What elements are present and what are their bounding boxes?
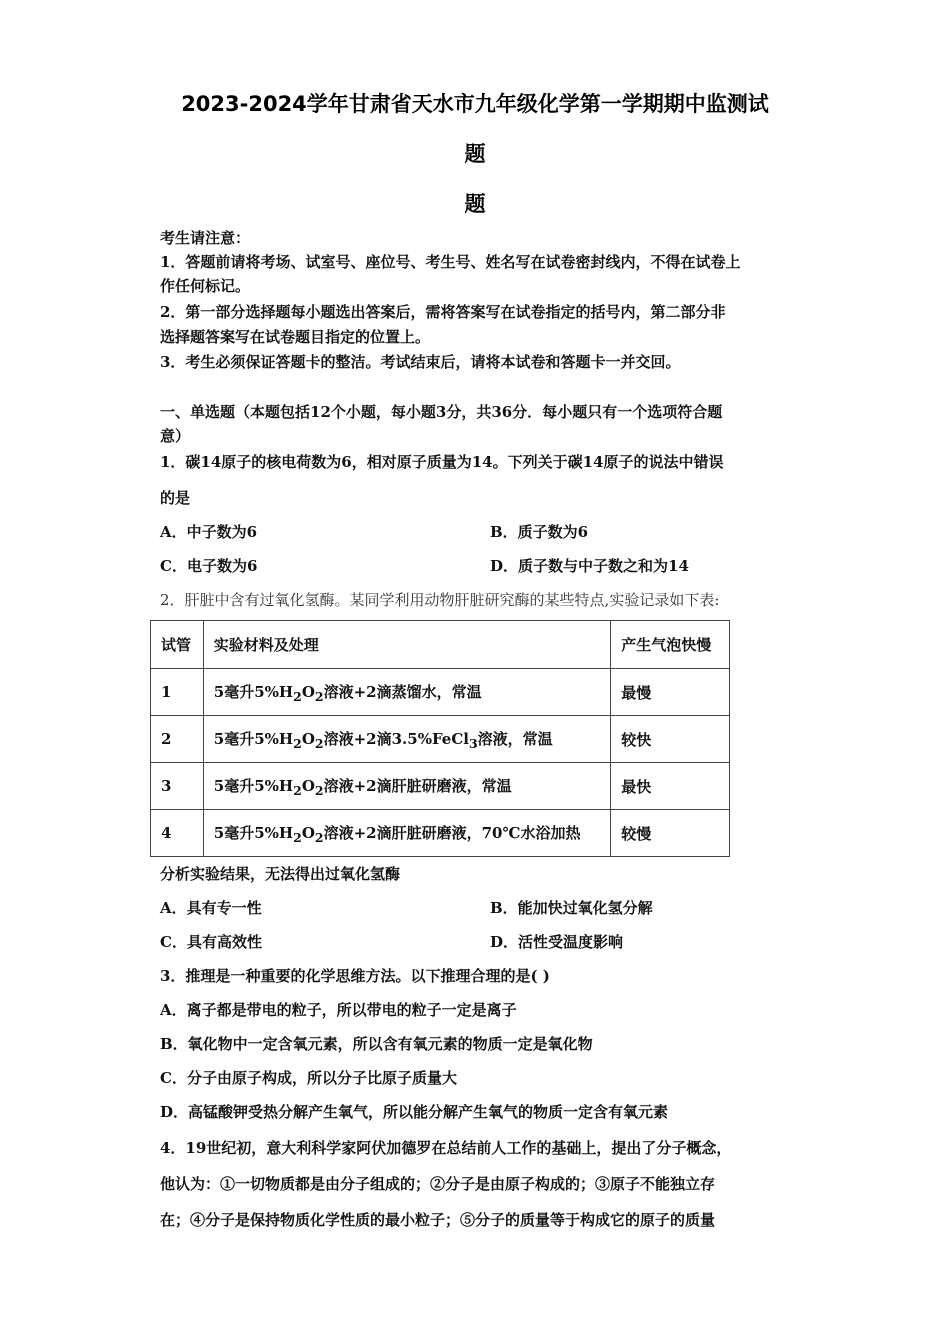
bubble-speed: 较快 <box>611 716 730 763</box>
material-text: O <box>301 823 315 842</box>
subscript: 2 <box>293 735 302 751</box>
question-2-option-c: C．具有高效性 <box>160 933 262 951</box>
question-1-option-a: A．中子数为6 <box>160 523 258 541</box>
question-3-option-a: A．离子都是带电的粒子，所以带电的粒子一定是离子 <box>160 1001 517 1019</box>
question-3-option-b: B．氧化物中一定含氧元素，所以含有氧元素的物质一定是氧化物 <box>160 1035 593 1053</box>
subscript: 2 <box>314 829 324 845</box>
question-1-stem-cont: 的是 <box>160 489 191 507</box>
notice-item-3: 3．考生必须保证答题卡的整洁。考试结束后，请将本试卷和答题卡一并交回。 <box>160 353 681 371</box>
material-cell <box>203 763 610 810</box>
table-row <box>151 810 730 857</box>
bubble-speed: 最慢 <box>611 669 730 716</box>
experiment-table <box>150 620 730 857</box>
header-bubble-speed: 产生气泡快慢 <box>611 621 730 669</box>
header-material: 实验材料及处理 <box>203 621 610 669</box>
section-heading: 一、单选题（本题包括12个小题，每小题3分，共36分．每小题只有一个选项符合题 <box>160 403 723 421</box>
question-3-option-c: C．分子由原子构成，所以分子比原子质量大 <box>160 1069 457 1087</box>
tube-number: 2 <box>151 716 204 763</box>
material-text: O <box>301 729 315 748</box>
material-text: 5毫升5%H <box>213 823 294 842</box>
tube-number: 3 <box>151 763 204 810</box>
material-cell <box>203 810 610 857</box>
question-2-option-d: D．活性受温度影响 <box>490 933 624 951</box>
material-text: 溶液+2滴肝脏研磨液，70℃水浴加热 <box>323 823 581 842</box>
subscript: 2 <box>293 688 302 704</box>
material-cell <box>203 669 610 716</box>
header-tube: 试管 <box>151 621 204 669</box>
subscript: 2 <box>293 829 302 845</box>
question-2-option-b: B．能加快过氧化氢分解 <box>490 899 653 917</box>
table-row <box>151 669 730 716</box>
material-cell <box>203 716 610 763</box>
material-text: O <box>301 776 315 795</box>
table-row <box>151 716 730 763</box>
question-4-line-3: 在；④分子是保持物质化学性质的最小粒子；⑤分子的质量等于构成它的原子的质量 <box>160 1211 716 1229</box>
question-3-option-d: D．高锰酸钾受热分解产生氧气，所以能分解产生氧气的物质一定含有氧元素 <box>160 1103 669 1121</box>
question-1-option-c: C．电子数为6 <box>160 557 258 575</box>
question-1-option-d: D．质子数与中子数之和为14 <box>490 557 689 575</box>
exam-title-line-1: 2023-2024学年甘肃省天水市九年级化学第一学期期中监测试 <box>181 92 769 116</box>
exam-title-line-3: 题 <box>464 192 486 216</box>
question-2-after-table: 分析实验结果，无法得出过氧化氢酶 <box>160 865 401 883</box>
question-2-stem: 2．肝脏中含有过氧化氢酶。某同学利用动物肝脏研究酶的某些特点,实验记录如下表: <box>160 591 720 609</box>
question-1-stem: 1．碳14原子的核电荷数为6，相对原子质量为14。下列关于碳14原子的说法中错误 <box>160 453 724 471</box>
table-row <box>151 763 730 810</box>
notice-heading: 考生请注意： <box>160 229 251 247</box>
bubble-speed: 最快 <box>611 763 730 810</box>
material-text: 5毫升5%H <box>213 776 294 795</box>
question-4-line-2: 他认为：①一切物质都是由分子组成的；②分子是由原子构成的；③原子不能独立存 <box>160 1175 716 1193</box>
bubble-speed: 较慢 <box>611 810 730 857</box>
subscript: 2 <box>293 782 302 798</box>
tube-number: 4 <box>151 810 204 857</box>
section-heading-cont: 意） <box>160 427 191 445</box>
question-1-option-b: B．质子数为6 <box>490 523 589 541</box>
subscript: 2 <box>314 735 324 751</box>
notice-item-1: 1．答题前请将考场、试室号、座位号、考生号、姓名写在试卷密封线内，不得在试卷上 <box>160 253 741 271</box>
question-2-option-a: A．具有专一性 <box>160 899 262 917</box>
table-header-row <box>151 621 730 669</box>
question-3-stem: 3．推理是一种重要的化学思维方法。以下推理合理的是( ) <box>160 967 550 985</box>
tube-number: 1 <box>151 669 204 716</box>
exam-title-line-2: 题 <box>464 142 486 166</box>
material-text: 溶液+2滴3.5%FeCl <box>323 729 469 748</box>
material-text: 5毫升5%H <box>213 682 294 701</box>
material-text: O <box>301 682 315 701</box>
material-text: 溶液+2滴肝脏研磨液，常温 <box>323 776 512 795</box>
notice-item-2-cont: 选择题答案写在试卷题目指定的位置上。 <box>160 328 431 346</box>
subscript: 2 <box>314 782 324 798</box>
question-4-line-1: 4．19世纪初，意大利科学家阿伏加德罗在总结前人工作的基础上，提出了分子概念， <box>160 1139 732 1157</box>
subscript: 2 <box>314 688 324 704</box>
notice-item-1-cont: 作任何标记。 <box>160 277 251 295</box>
notice-item-2: 2．第一部分选择题每小题选出答案后，需将答案写在试卷指定的括号内，第二部分非 <box>160 303 726 321</box>
subscript: 3 <box>468 735 478 751</box>
material-text: 溶液+2滴蒸馏水，常温 <box>323 682 482 701</box>
material-text: 5毫升5%H <box>213 729 294 748</box>
material-text: 溶液，常温 <box>477 729 553 748</box>
